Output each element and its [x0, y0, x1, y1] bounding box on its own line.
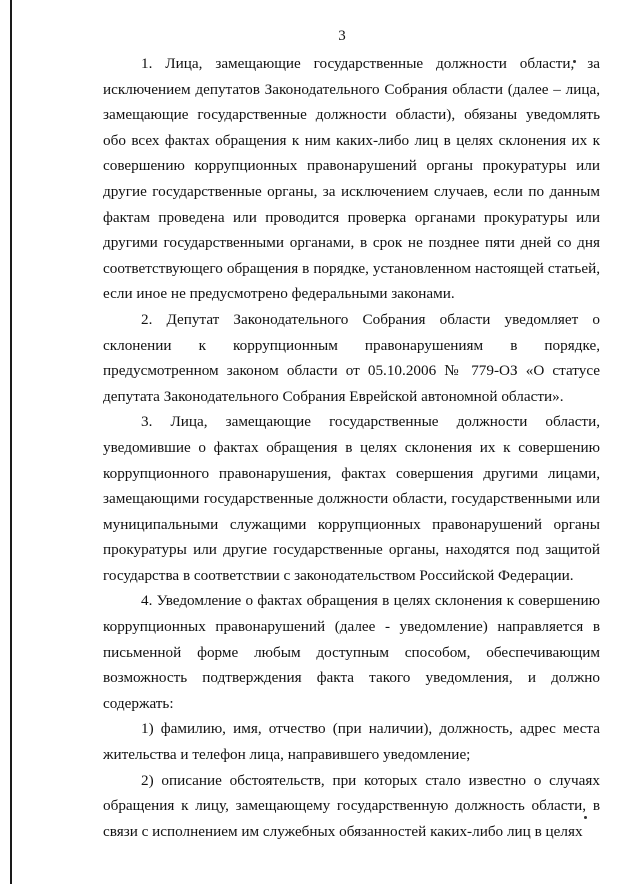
paragraph-1: 1. Лица, замещающие государственные должности области, за исключением депутатов Законодательного Собрания области (далее – лица, замещающие государственные должности области), обязаны уведомлять обо всех фактах обращения к ним каких-либо лиц в целях склонения их к совершению коррупционных правонарушений органы прокуратуры или другие государственные органы, за исключением случаев, если по данным фактам проведена или проводится проверка органами прокуратуры или другими государственными органами, в срок не позднее пяти дней со дня соответствующего обращения в порядке, установленном настоящей статьей, если иное не предусмотрено федеральными законами. — [103, 55, 600, 303]
paragraph-3: 3. Лица, замещающие государственные должности области, уведомившие о фактах обращения в целях склонения их к совершению коррупционного правонарушения, фактах совершения другими лицами, замещающими государственные должности области, государственными или муниципальными служащими коррупционных правонарушений органы прокуратуры или другие государственные органы, находятся под защитой государства в соответствии с законодательством Российской Федерации. — [103, 413, 600, 584]
scan-left-border — [10, 0, 12, 884]
list-item-1: 1) фамилию, имя, отчество (при наличии), должность, адрес места жительства и телефон лица, направившего уведомление; — [103, 720, 600, 764]
document-body — [103, 51, 600, 844]
list-item-2: 2) описание обстоятельств, при которых стало известно о случаях обращения к лицу, замещающему государственную должность области, в связи с исполнением им служебных обязанностей каких-либо лиц в целях — [103, 771, 600, 840]
paragraph-4: 4. Уведомление о фактах обращения в целях склонения к совершению коррупционных правонарушений (далее - уведомление) направляется в письменной форме любым доступным способом, обеспечивающим возможность подтверждения факта такого уведомления, и должно содержать: — [103, 592, 600, 712]
page-number: 3 — [338, 28, 346, 44]
paragraph-2: 2. Депутат Законодательного Собрания области уведомляет о склонении к коррупционным правонарушениям в порядке, предусмотренном законом области от 05.10.2006 № 779-ОЗ «О статусе депутата Законодательного Собрания Еврейской автономной области». — [103, 310, 600, 405]
